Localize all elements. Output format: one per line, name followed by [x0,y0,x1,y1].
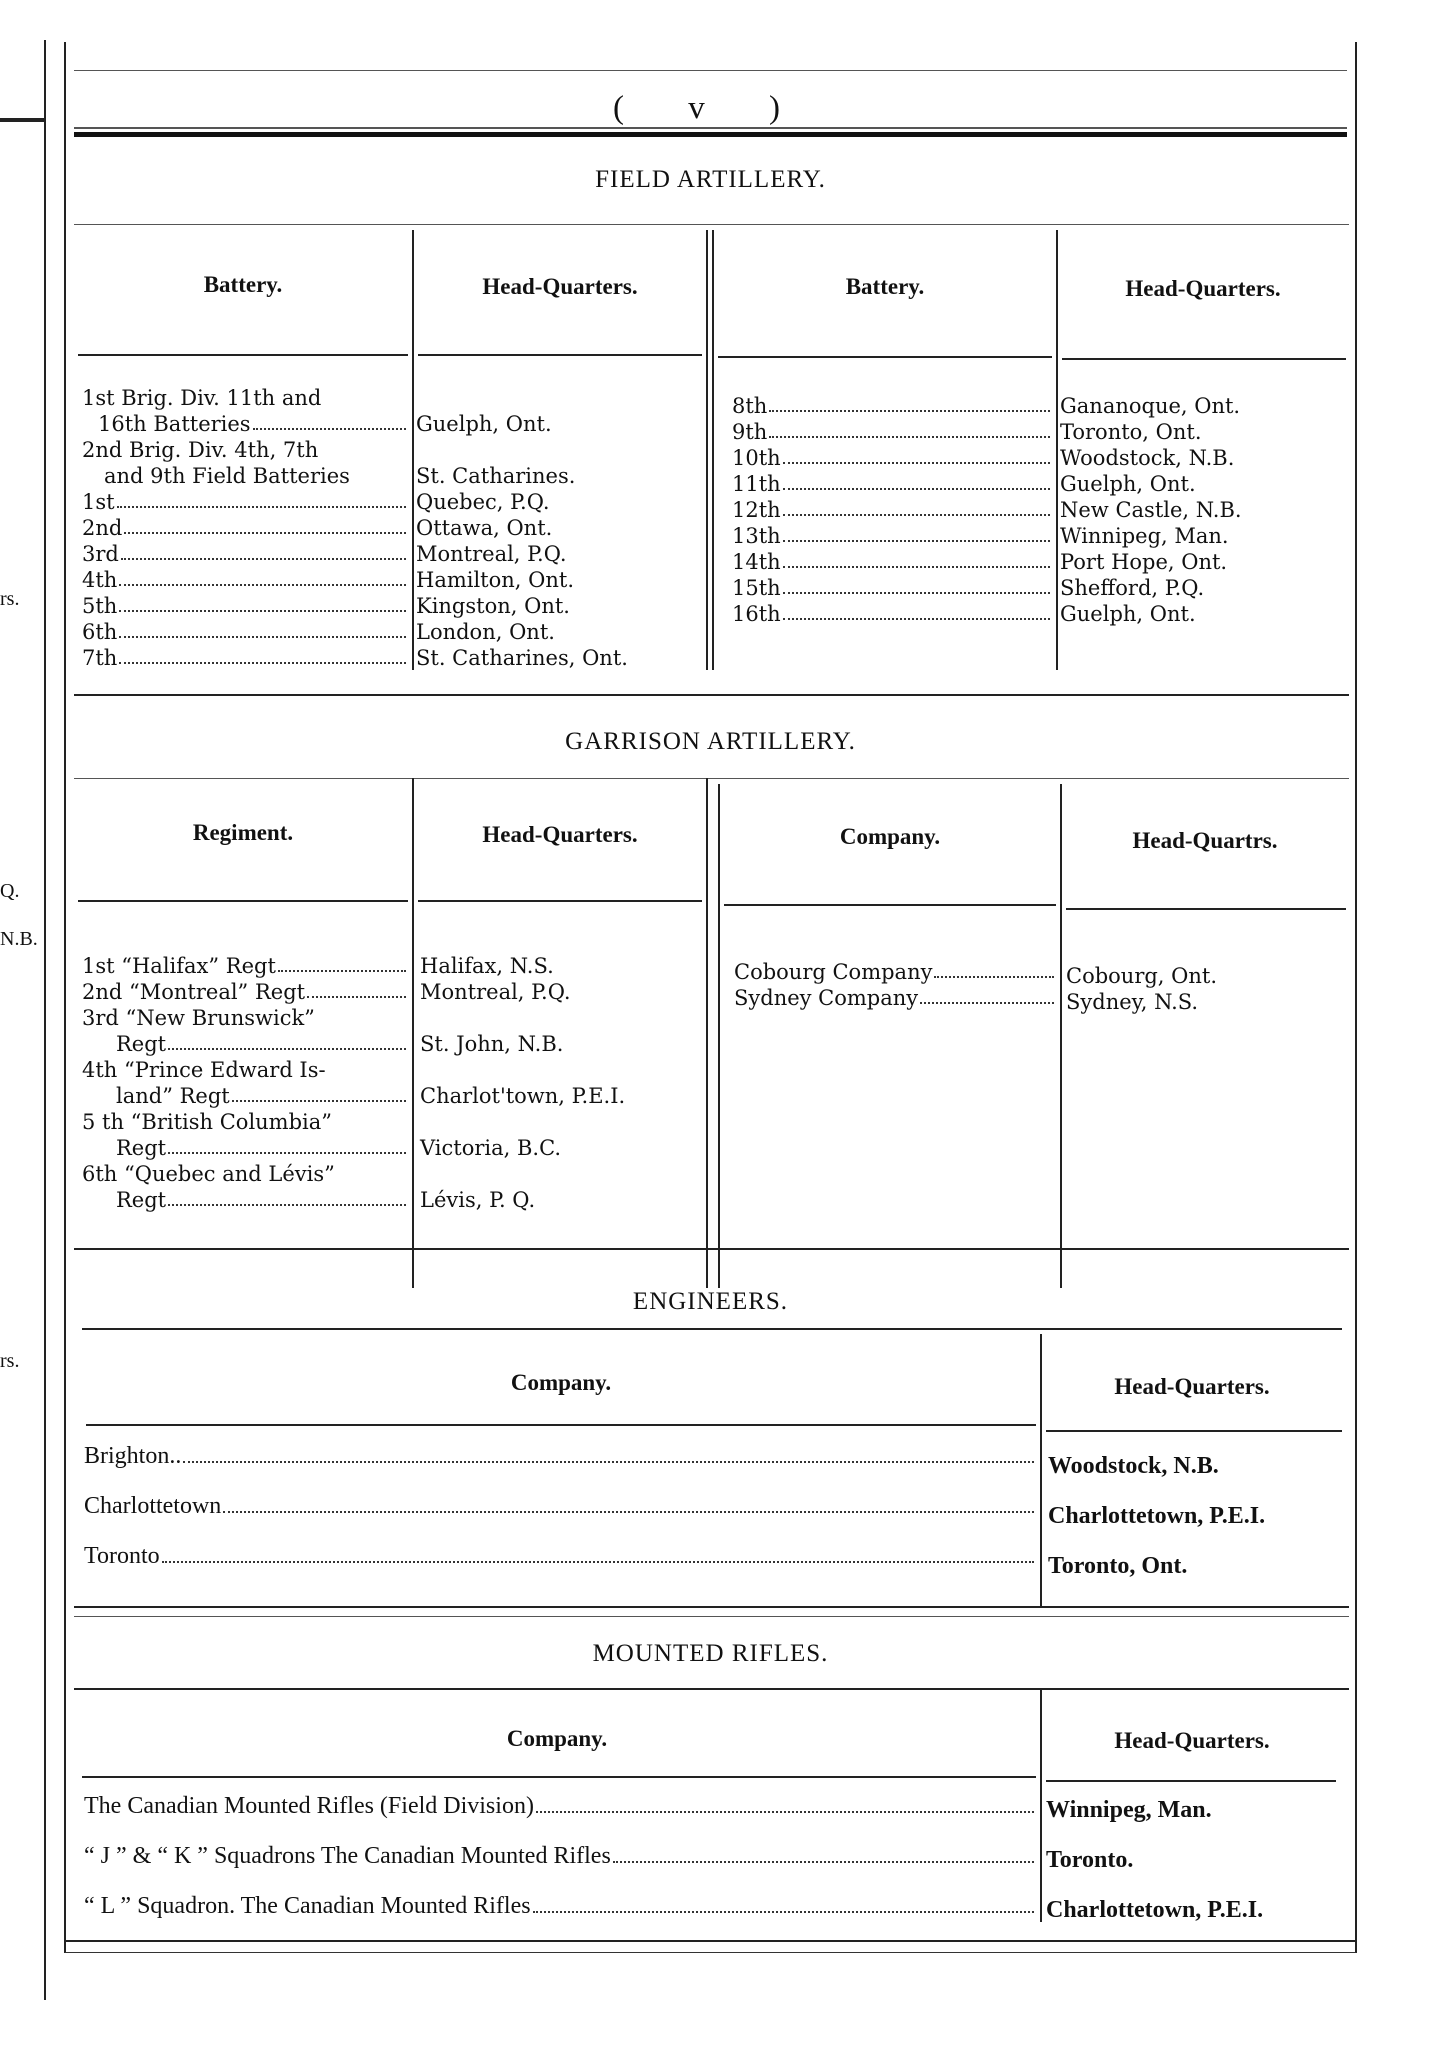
company-label: Sydney Company [734,986,919,1010]
rule [724,904,1056,906]
headquarters-value: Montreal, P.Q. [420,980,571,1004]
battery-label: 11th [732,472,781,496]
leader-dots [783,618,1050,620]
column-header: Company. [510,1370,612,1395]
leader-dots [168,1152,406,1154]
strip-rule [44,40,46,2000]
headquarters-value: Gananoque, Ont. [1060,394,1241,418]
battery-label: 14th [732,550,781,574]
leader-dots [253,428,406,430]
list-item [116,1032,408,1056]
regiment-label: Regt [116,1188,167,1212]
mounted-rifles-title: MOUNTED RIFLES. [592,1640,829,1667]
company-label: Charlottetown [84,1493,222,1519]
leader-dots [168,1048,406,1050]
list-item [732,446,1052,470]
margin-fragment: N.B. [0,928,38,950]
column-header: Battery. [203,272,283,297]
engineers-title: ENGINEERS. [632,1288,789,1315]
leader-dots [162,1561,1034,1563]
header-rule-thick [74,132,1347,137]
battery-label: 1st Brig. Div. 11th and [82,386,322,410]
battery-label: 9th [732,420,768,444]
headquarters-value: Ottawa, Ont. [416,516,553,540]
headquarters-value: Kingston, Ont. [416,594,570,618]
col-divider [1060,784,1062,1288]
list-item [82,516,408,540]
regiment-label: 6th “Quebec and Lévis” [82,1162,335,1186]
headquarters-value: Toronto, Ont. [1060,420,1202,444]
battery-label: 6th [82,620,118,644]
column-header: Battery. [845,274,925,299]
column-header: Head-Quarters. [482,822,638,847]
headquarters-value: Lévis, P. Q. [420,1188,536,1212]
headquarters-value: Winnipeg, Man. [1046,1797,1212,1823]
headquarters-value: Charlottetown, P.E.I. [1046,1897,1264,1923]
leader-dots [769,410,1050,412]
leader-dots [278,970,406,972]
leader-dots [168,1204,406,1206]
headquarters-value: Quebec, P.Q. [416,490,550,514]
col-divider [706,230,708,670]
list-item [734,960,1056,984]
leader-dots [119,584,406,586]
leader-dots [783,488,1050,490]
adjacent-page-strip [0,0,52,2068]
leader-dots [119,662,406,664]
list-item [732,394,1052,418]
headquarters-value: Woodstock, N.B. [1048,1453,1219,1479]
battery-label: 16th [732,602,781,626]
page-frame [64,42,1357,1953]
leader-dots [124,532,406,534]
leader-dots [119,636,406,638]
leader-dots [934,976,1054,978]
headquarters-value: Toronto. [1046,1847,1134,1873]
column-header: Head-Quarters. [1114,1374,1270,1399]
regiment-label: 5 th “British Columbia” [82,1110,333,1134]
rule [78,900,408,902]
margin-fragment: rs. [0,588,20,610]
field-artillery-title: FIELD ARTILLERY. [595,166,826,193]
rule [418,354,702,356]
list-item [82,542,408,566]
headquarters-value: Guelph, Ont. [1060,472,1196,496]
list-item [82,646,408,670]
column-header: Head-Quarters. [1114,1728,1270,1753]
headquarters-value: Guelph, Ont. [416,412,552,436]
table-row [84,1842,1036,1870]
rule [74,224,1349,225]
rule [718,356,1052,358]
battery-label: 1st [82,490,115,514]
column-header: Company. [506,1726,608,1751]
headquarters-value: Charlottetown, P.E.I. [1048,1503,1266,1529]
leader-dots [183,1461,1034,1463]
list-item [732,550,1052,574]
headquarters-value: Hamilton, Ont. [416,568,574,592]
leader-dots [769,436,1050,438]
regiment-label: 3rd “New Brunswick” [82,1006,315,1030]
battery-label: 2nd Brig. Div. 4th, 7th [82,438,319,462]
col-divider [718,784,720,1288]
table-row [84,1442,1036,1470]
battery-label: 15th [732,576,781,600]
rule [1066,908,1346,910]
col-divider [412,778,414,1288]
list-item [732,524,1052,548]
leader-dots [783,540,1050,542]
list-item [732,420,1052,444]
battery-label: 12th [732,498,781,522]
battery-label: 2nd [82,516,123,540]
regiment-label: land” Regt [116,1084,230,1108]
regiment-label: 4th “Prince Edward Is- [82,1058,326,1082]
leader-dots [117,506,406,508]
col-divider [706,778,708,1288]
company-label: Toronto [84,1543,160,1569]
list-item [732,602,1052,626]
battery-label: 3rd [82,542,119,566]
headquarters-value: Shefford, P.Q. [1060,576,1205,600]
leader-dots [920,1002,1054,1004]
margin-fragment: Q. [0,880,20,902]
list-item [116,1136,408,1160]
column-header: Regiment. [192,820,294,845]
headquarters-value: Victoria, B.C. [420,1136,562,1160]
list-item [116,1188,408,1212]
strip-bar [0,118,44,122]
column-header: Company. [839,824,941,849]
leader-dots [783,514,1050,516]
list-item [82,980,408,1004]
rule [418,900,702,902]
leader-dots [121,558,406,560]
rule [74,1616,1349,1617]
battery-label: 13th [732,524,781,548]
section-rule [74,1606,1349,1608]
leader-dots [223,1511,1034,1513]
leader-dots [119,610,406,612]
rule [82,1776,1036,1778]
column-header: Head-Quarters. [1125,276,1281,301]
section-rule [74,1248,1349,1250]
leader-dots [783,462,1050,464]
top-rule [74,70,1347,71]
battery-label: 7th [82,646,118,670]
headquarters-value: New Castle, N.B. [1060,498,1242,522]
headquarters-value: Winnipeg, Man. [1060,524,1229,548]
list-item [732,576,1052,600]
list-item [82,568,408,592]
battery-label: 16th Batteries [98,412,251,436]
regiment-label: Regt [116,1032,167,1056]
headquarters-value: Charlot'town, P.E.I. [420,1084,626,1108]
page-number: ( v ) [613,90,808,126]
battery-label: 10th [732,446,781,470]
list-item [98,412,408,436]
company-label: Cobourg Company [734,960,933,984]
column-header: Head-Quartrs. [1132,828,1278,853]
headquarters-value: Toronto, Ont. [1048,1553,1188,1579]
list-item [116,1084,408,1108]
headquarters-value: Montreal, P.Q. [416,542,567,566]
table-row [84,1792,1036,1820]
battery-label: 5th [82,594,118,618]
company-label: “ L ” Squadron. The Canadian Mounted Rifles [84,1893,531,1919]
rule [74,778,1349,779]
headquarters-value: Halifax, N.S. [420,954,554,978]
margin-fragment: rs. [0,1350,20,1372]
headquarters-value: St. Catharines, Ont. [416,646,628,670]
leader-dots [307,996,406,998]
rule [74,1688,1349,1690]
battery-label: and 9th Field Batteries [104,464,350,488]
list-item [82,954,408,978]
company-label: “ J ” & “ K ” Squadrons The Canadian Mounted Rifles [84,1843,611,1869]
leader-dots [783,566,1050,568]
battery-label: 4th [82,568,118,592]
column-header: Head-Quarters. [482,274,638,299]
leader-dots [536,1811,1034,1813]
table-row [84,1492,1036,1520]
table-row [84,1542,1036,1570]
company-label: Brighton.. [84,1443,182,1469]
headquarters-value: Port Hope, Ont. [1060,550,1228,574]
battery-label: 8th [732,394,768,418]
section-rule [74,694,1349,696]
header-rule-thin [74,127,1347,129]
list-item [82,620,408,644]
rule [82,1328,1342,1330]
bottom-rule [66,1940,1355,1942]
rule [78,354,408,356]
headquarters-value: Cobourg, Ont. [1066,964,1218,988]
leader-dots [533,1911,1034,1913]
leader-dots [232,1100,406,1102]
headquarters-value: Guelph, Ont. [1060,602,1196,626]
rule [1062,358,1346,360]
list-item [732,498,1052,522]
leader-dots [783,592,1050,594]
regiment-label: Regt [116,1136,167,1160]
headquarters-value: Woodstock, N.B. [1060,446,1235,470]
headquarters-value: London, Ont. [416,620,555,644]
list-item [82,594,408,618]
rule [86,1424,1036,1426]
garrison-artillery-title: GARRISON ARTILLERY. [565,728,856,755]
leader-dots [613,1861,1034,1863]
list-item [82,490,408,514]
regiment-label: 1st “Halifax” Regt [82,954,276,978]
list-item [732,472,1052,496]
list-item [734,986,1056,1010]
table-row [84,1892,1036,1920]
col-divider [1040,1690,1042,1922]
rule [1046,1780,1336,1782]
headquarters-value: St. Catharines. [416,464,576,488]
regiment-label: 2nd “Montreal” Regt [82,980,306,1004]
rule [1046,1430,1342,1432]
headquarters-value: Sydney, N.S. [1066,990,1199,1014]
company-label: The Canadian Mounted Rifles (Field Division) [84,1793,534,1819]
headquarters-value: St. John, N.B. [420,1032,564,1056]
